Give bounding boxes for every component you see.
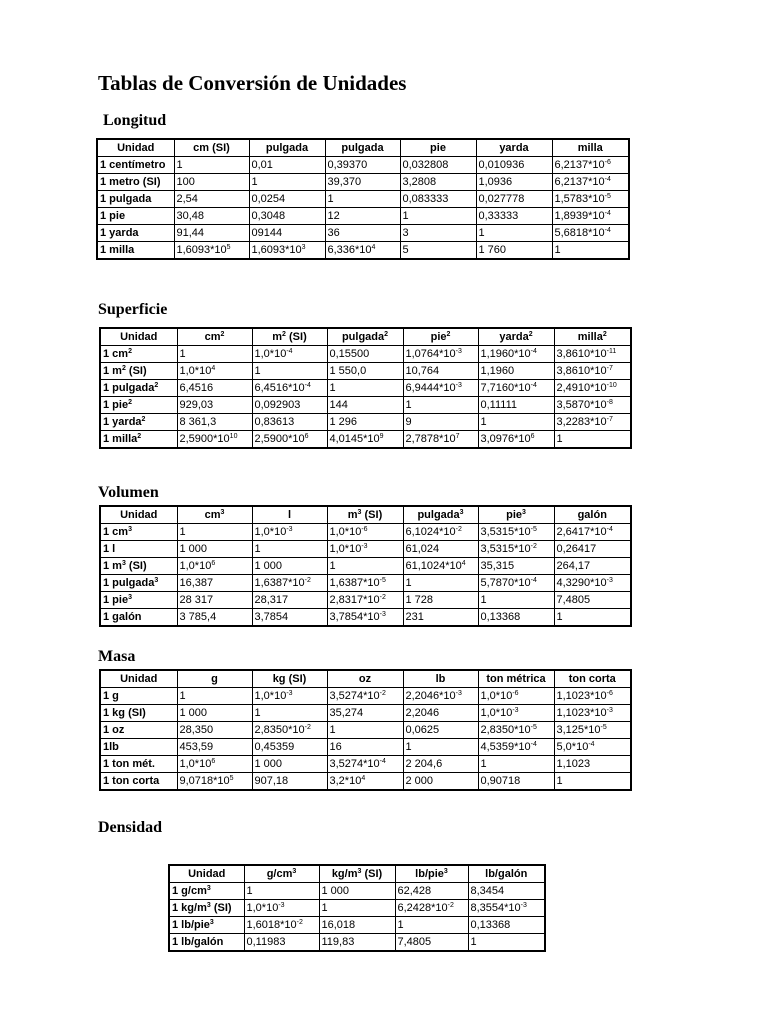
table-cell: 1 728 xyxy=(403,592,478,609)
row-unit-label: 1 $kg/m^3$ (SI) xyxy=(169,900,244,917)
table-cell: 100 xyxy=(174,174,249,191)
table-row xyxy=(100,380,631,397)
table-cell: 0,83613 xyxy=(252,414,327,431)
table-cell: 1 000 xyxy=(252,558,327,575)
table-row xyxy=(100,575,631,592)
table-cell: 7,4805 xyxy=(395,934,468,952)
row-unit-label: 1 kg (SI) xyxy=(100,705,177,722)
table-cell: $3,5274*10^{-4}$ xyxy=(327,756,403,773)
column-header: pulgada$^2$ xyxy=(327,328,403,346)
row-unit-label: 1 centímetro xyxy=(97,157,174,174)
table-cell: $1,1023*10^{-6}$ xyxy=(554,688,631,705)
table-cell: 1,0936 xyxy=(476,174,552,191)
table-cell: 6,4516 xyxy=(177,380,252,397)
table-cell: 30,48 xyxy=(174,208,249,225)
table-cell: 2,2046 xyxy=(403,705,478,722)
table-cell: 9 xyxy=(403,414,478,431)
table-cell: 1 xyxy=(552,242,629,260)
table-cell: $5,7870*10^{-4}$ xyxy=(478,575,554,592)
table-cell: 0,01 xyxy=(249,157,325,174)
column-header: kg (SI) xyxy=(252,670,327,688)
table-longitud xyxy=(96,138,630,260)
table-row xyxy=(100,773,631,791)
table-cell: $1,0*10^{-3}$ xyxy=(478,705,554,722)
table-cell: 1 xyxy=(400,208,476,225)
table-cell: $3,5274*10^{-2}$ xyxy=(327,688,403,705)
table-cell: $6,4516*10^{-4}$ xyxy=(252,380,327,397)
table-cell: 1 xyxy=(403,739,478,756)
table-cell: 1 xyxy=(244,883,319,900)
section-title-volumen: Volumen xyxy=(98,484,159,501)
table-cell: 1 xyxy=(252,541,327,558)
table-cell: $6,9444*10^{-3}$ xyxy=(403,380,478,397)
table-cell: 1 xyxy=(478,414,554,431)
table-cell: 2 000 xyxy=(403,773,478,791)
table-cell: 5 xyxy=(400,242,476,260)
table-row xyxy=(97,225,629,242)
table-row xyxy=(97,174,629,191)
table-cell: $61,1024*10^4$ xyxy=(403,558,478,575)
table-header-row xyxy=(100,328,631,346)
table-cell: $3,7854*10^{-3}$ xyxy=(327,609,403,627)
row-unit-label: 1 g xyxy=(100,688,177,705)
table-cell: $3,5870*10^{-8}$ xyxy=(554,397,631,414)
table-cell: 3,7854 xyxy=(252,609,327,627)
column-header: l xyxy=(252,506,327,524)
table-cell: $2,8350*10^{-5}$ xyxy=(478,722,554,739)
table-cell: $9,0718*10^5$ xyxy=(177,773,252,791)
table-cell: 28,350 xyxy=(177,722,252,739)
table-densidad xyxy=(168,864,546,952)
table-header-row xyxy=(169,865,545,883)
table-cell: 0,092903 xyxy=(252,397,327,414)
row-unit-label: 1 pie$^2$ xyxy=(100,397,177,414)
table-cell: 0,33333 xyxy=(476,208,552,225)
table-cell: 0,0254 xyxy=(249,191,325,208)
table-cell: $1,0*10^{-3}$ xyxy=(244,900,319,917)
row-unit-label: 1 $cm^2$ xyxy=(100,346,177,363)
table-row xyxy=(100,756,631,773)
table-cell: $1,8939*10^{-4}$ xyxy=(552,208,629,225)
table-cell: 0,45359 xyxy=(252,739,327,756)
column-header: yarda$^2$ xyxy=(478,328,554,346)
column-header: g xyxy=(177,670,252,688)
table-cell: 1 xyxy=(319,900,395,917)
table-cell: 1 xyxy=(177,346,252,363)
table-row xyxy=(97,242,629,260)
table-row xyxy=(100,592,631,609)
row-unit-label: 1 $m^2$ (SI) xyxy=(100,363,177,380)
column-header: ton corta xyxy=(554,670,631,688)
table-superficie xyxy=(99,327,632,449)
row-unit-label: 1 lb/pie$^3$ xyxy=(169,917,244,934)
table-cell: $3,2*10^4$ xyxy=(327,773,403,791)
table-row xyxy=(100,541,631,558)
table-cell: 36 xyxy=(325,225,400,242)
column-header: pulgada xyxy=(325,139,400,157)
column-header: pie$^2$ xyxy=(403,328,478,346)
column-header: $kg/m^3$ (SI) xyxy=(319,865,395,883)
table-cell: 8 361,3 xyxy=(177,414,252,431)
table-cell: $1,6387*10^{-2}$ xyxy=(252,575,327,592)
table-cell: 1 000 xyxy=(177,541,252,558)
table-cell: 0,26417 xyxy=(554,541,631,558)
column-header: Unidad xyxy=(100,670,177,688)
table-cell: 0,032808 xyxy=(400,157,476,174)
table-cell: 1 xyxy=(554,431,631,449)
column-header: lb xyxy=(403,670,478,688)
table-cell: 1 000 xyxy=(252,756,327,773)
column-header: oz xyxy=(327,670,403,688)
table-cell: $4,0145*10^9$ xyxy=(327,431,403,449)
column-header: pie xyxy=(400,139,476,157)
table-cell: 264,17 xyxy=(554,558,631,575)
table-cell: 16,018 xyxy=(319,917,395,934)
table-row xyxy=(100,609,631,627)
table-cell: 1 xyxy=(252,705,327,722)
table-cell: $1,0*10^{-6}$ xyxy=(327,524,403,541)
row-unit-label: 1 yarda$^2$ xyxy=(100,414,177,431)
table-row xyxy=(97,157,629,174)
table-cell: $3,0976*10^6$ xyxy=(478,431,554,449)
table-cell: 61,024 xyxy=(403,541,478,558)
table-cell: 1 xyxy=(554,773,631,791)
table-header-row xyxy=(100,670,631,688)
table-cell: $2,6417*10^{-4}$ xyxy=(554,524,631,541)
table-cell: 1 xyxy=(325,191,400,208)
table-cell: 0,11983 xyxy=(244,934,319,952)
table-cell: $1,0*10^4$ xyxy=(177,363,252,380)
table-cell: $6,336*10^4$ xyxy=(325,242,400,260)
table-row xyxy=(100,524,631,541)
row-unit-label: 1 ton mét. xyxy=(100,756,177,773)
column-header: $g/cm^3$ xyxy=(244,865,319,883)
table-cell: 1 000 xyxy=(177,705,252,722)
table-cell: $6,2428*10^{-2}$ xyxy=(395,900,468,917)
table-cell: $6,1024*10^{-2}$ xyxy=(403,524,478,541)
column-header: $cm^2$ xyxy=(177,328,252,346)
table-cell: 62,428 xyxy=(395,883,468,900)
table-cell: 1,1023 xyxy=(554,756,631,773)
column-header: $cm^3$ xyxy=(177,506,252,524)
table-cell: $3,5315*10^{-2}$ xyxy=(478,541,554,558)
table-cell: $1,6093*10^3$ xyxy=(249,242,325,260)
column-header: milla$^2$ xyxy=(554,328,631,346)
row-unit-label: 1 pie xyxy=(97,208,174,225)
table-cell: $2,5900*10^6$ xyxy=(252,431,327,449)
table-cell: $2,8350*10^{-2}$ xyxy=(252,722,327,739)
table-cell: $1,0*10^6$ xyxy=(177,558,252,575)
table-cell: 0,13368 xyxy=(468,917,545,934)
table-cell: 2 204,6 xyxy=(403,756,478,773)
column-header: yarda xyxy=(476,139,552,157)
table-cell: 0,90718 xyxy=(478,773,554,791)
row-unit-label: 1 pulgada$^2$ xyxy=(100,380,177,397)
table-cell: $5,6818*10^{-4}$ xyxy=(552,225,629,242)
table-cell: $8,3554*10^{-3}$ xyxy=(468,900,545,917)
table-cell: 1 xyxy=(252,363,327,380)
row-unit-label: 1 $m^3$ (SI) xyxy=(100,558,177,575)
table-row xyxy=(100,558,631,575)
column-header: ton métrica xyxy=(478,670,554,688)
table-header-row xyxy=(100,506,631,524)
table-cell: 8,3454 xyxy=(468,883,545,900)
column-header: Unidad xyxy=(100,506,177,524)
table-row xyxy=(169,900,545,917)
table-cell: 2,54 xyxy=(174,191,249,208)
table-cell: $1,1023*10^{-3}$ xyxy=(554,705,631,722)
table-cell: 0,11111 xyxy=(478,397,554,414)
table-row xyxy=(169,883,545,900)
table-cell: 1 000 xyxy=(319,883,395,900)
table-cell: 1 296 xyxy=(327,414,403,431)
table-cell: $4,3290*10^{-3}$ xyxy=(554,575,631,592)
row-unit-label: 1 pulgada xyxy=(97,191,174,208)
row-unit-label: 1 lb/galón xyxy=(169,934,244,952)
table-cell: 1 xyxy=(327,722,403,739)
table-cell: 35,315 xyxy=(478,558,554,575)
table-cell: 0,0625 xyxy=(403,722,478,739)
table-cell: 1 xyxy=(478,592,554,609)
table-cell: $3,8610*10^{-11}$ xyxy=(554,346,631,363)
column-header: pulgada$^3$ xyxy=(403,506,478,524)
table-cell: $1,0*10^{-3}$ xyxy=(327,541,403,558)
table-cell: $2,7878*10^7$ xyxy=(403,431,478,449)
column-header: pie$^3$ xyxy=(478,506,554,524)
row-unit-label: 1 milla xyxy=(97,242,174,260)
table-cell: 1 xyxy=(395,917,468,934)
table-masa xyxy=(99,669,632,791)
table-cell: 1 xyxy=(177,688,252,705)
table-cell: 119,83 xyxy=(319,934,395,952)
table-row xyxy=(100,705,631,722)
table-volumen xyxy=(99,505,632,627)
table-cell: 1,1960 xyxy=(478,363,554,380)
row-unit-label: 1 $cm^3$ xyxy=(100,524,177,541)
table-row xyxy=(100,722,631,739)
table-cell: $1,0764*10^{-3}$ xyxy=(403,346,478,363)
table-cell: 907,18 xyxy=(252,773,327,791)
table-cell: $1,6093*10^5$ xyxy=(174,242,249,260)
table-cell: 929,03 xyxy=(177,397,252,414)
section-title-superficie: Superficie xyxy=(98,301,168,318)
table-cell: 10,764 xyxy=(403,363,478,380)
table-row xyxy=(169,917,545,934)
column-header: lb/galón xyxy=(468,865,545,883)
table-row xyxy=(100,431,631,449)
table-cell: 1 xyxy=(174,157,249,174)
table-cell: $3,2283*10^{-7}$ xyxy=(554,414,631,431)
table-cell: 1 xyxy=(327,380,403,397)
row-unit-label: 1 milla$^2$ xyxy=(100,431,177,449)
row-unit-label: 1 galón xyxy=(100,609,177,627)
table-row xyxy=(100,346,631,363)
table-cell: 0,083333 xyxy=(400,191,476,208)
table-cell: 1 xyxy=(403,397,478,414)
table-cell: $1,0*10^{-3}$ xyxy=(252,688,327,705)
table-cell: 0,13368 xyxy=(478,609,554,627)
table-cell: $4,5359*10^{-4}$ xyxy=(478,739,554,756)
table-cell: 0,3048 xyxy=(249,208,325,225)
table-cell: 144 xyxy=(327,397,403,414)
section-title-masa: Masa xyxy=(98,648,136,665)
table-cell: $3,8610*10^{-7}$ xyxy=(554,363,631,380)
table-cell: $1,1960*10^{-4}$ xyxy=(478,346,554,363)
row-unit-label: 1 metro (SI) xyxy=(97,174,174,191)
table-cell: 1 760 xyxy=(476,242,552,260)
column-header: $m^3$ (SI) xyxy=(327,506,403,524)
table-cell: 3 xyxy=(400,225,476,242)
row-unit-label: 1lb xyxy=(100,739,177,756)
table-cell: 28 317 xyxy=(177,592,252,609)
table-cell: $1,6387*10^{-5}$ xyxy=(327,575,403,592)
table-cell: $5,0*10^{-4}$ xyxy=(554,739,631,756)
table-cell: $2,4910*10^{-10}$ xyxy=(554,380,631,397)
table-cell: 3,2808 xyxy=(400,174,476,191)
table-cell: 7,4805 xyxy=(554,592,631,609)
column-header: milla xyxy=(552,139,629,157)
table-row xyxy=(97,191,629,208)
table-cell: 0,39370 xyxy=(325,157,400,174)
section-title-densidad: Densidad xyxy=(98,819,163,836)
column-header: Unidad xyxy=(97,139,174,157)
table-cell: 231 xyxy=(403,609,478,627)
table-cell: 1 xyxy=(478,756,554,773)
table-cell: 0,010936 xyxy=(476,157,552,174)
table-cell: 16,387 xyxy=(177,575,252,592)
table-cell: 3 785,4 xyxy=(177,609,252,627)
table-header-row xyxy=(97,139,629,157)
table-cell: 1 xyxy=(249,174,325,191)
table-cell: $6,2137*10^{-6}$ xyxy=(552,157,629,174)
table-row xyxy=(100,739,631,756)
column-header: Unidad xyxy=(169,865,244,883)
column-header: galón xyxy=(554,506,631,524)
row-unit-label: 1 pulgada$^3$ xyxy=(100,575,177,592)
table-row xyxy=(100,414,631,431)
table-cell: 1 xyxy=(403,575,478,592)
table-cell: $2,2046*10^{-3}$ xyxy=(403,688,478,705)
column-header: cm (SI) xyxy=(174,139,249,157)
table-cell: $3,125*10^{-5}$ xyxy=(554,722,631,739)
table-cell: 39,370 xyxy=(325,174,400,191)
table-cell: 1 550,0 xyxy=(327,363,403,380)
table-cell: $1,0*10^{-6}$ xyxy=(478,688,554,705)
table-cell: 09144 xyxy=(249,225,325,242)
table-row xyxy=(100,688,631,705)
table-cell: 28,317 xyxy=(252,592,327,609)
table-cell: 35,274 xyxy=(327,705,403,722)
table-row xyxy=(100,363,631,380)
table-cell: $1,0*10^6$ xyxy=(177,756,252,773)
table-cell: $2,8317*10^{-2}$ xyxy=(327,592,403,609)
table-cell: $7,7160*10^{-4}$ xyxy=(478,380,554,397)
page-title: Tablas de Conversión de Unidades xyxy=(98,71,407,95)
table-cell: $1,0*10^{-4}$ xyxy=(252,346,327,363)
table-cell: $1,0*10^{-3}$ xyxy=(252,524,327,541)
table-cell: $3,5315*10^{-5}$ xyxy=(478,524,554,541)
table-cell: $6,2137*10^{-4}$ xyxy=(552,174,629,191)
table-cell: 1 xyxy=(554,609,631,627)
table-cell: $1,5783*10^{-5}$ xyxy=(552,191,629,208)
table-row xyxy=(169,934,545,952)
column-header: $m^2$ (SI) xyxy=(252,328,327,346)
table-cell: 0,027778 xyxy=(476,191,552,208)
table-cell: $1,6018*10^{-2}$ xyxy=(244,917,319,934)
column-header: lb/pie$^3$ xyxy=(395,865,468,883)
row-unit-label: 1 ton corta xyxy=(100,773,177,791)
row-unit-label: 1 pie$^3$ xyxy=(100,592,177,609)
table-cell: 16 xyxy=(327,739,403,756)
section-title-longitud: Longitud xyxy=(103,112,167,129)
row-unit-label: 1 $g/cm^3$ xyxy=(169,883,244,900)
table-cell: 1 xyxy=(177,524,252,541)
row-unit-label: 1 yarda xyxy=(97,225,174,242)
table-row xyxy=(97,208,629,225)
row-unit-label: 1 l xyxy=(100,541,177,558)
table-cell: 1 xyxy=(468,934,545,952)
table-cell: 91,44 xyxy=(174,225,249,242)
table-cell: 1 xyxy=(327,558,403,575)
table-cell: 0,15500 xyxy=(327,346,403,363)
row-unit-label: 1 oz xyxy=(100,722,177,739)
table-cell: $2,5900*10^{10}$ xyxy=(177,431,252,449)
table-cell: 12 xyxy=(325,208,400,225)
column-header: pulgada xyxy=(249,139,325,157)
column-header: Unidad xyxy=(100,328,177,346)
table-cell: 453,59 xyxy=(177,739,252,756)
table-row xyxy=(100,397,631,414)
table-cell: 1 xyxy=(476,225,552,242)
